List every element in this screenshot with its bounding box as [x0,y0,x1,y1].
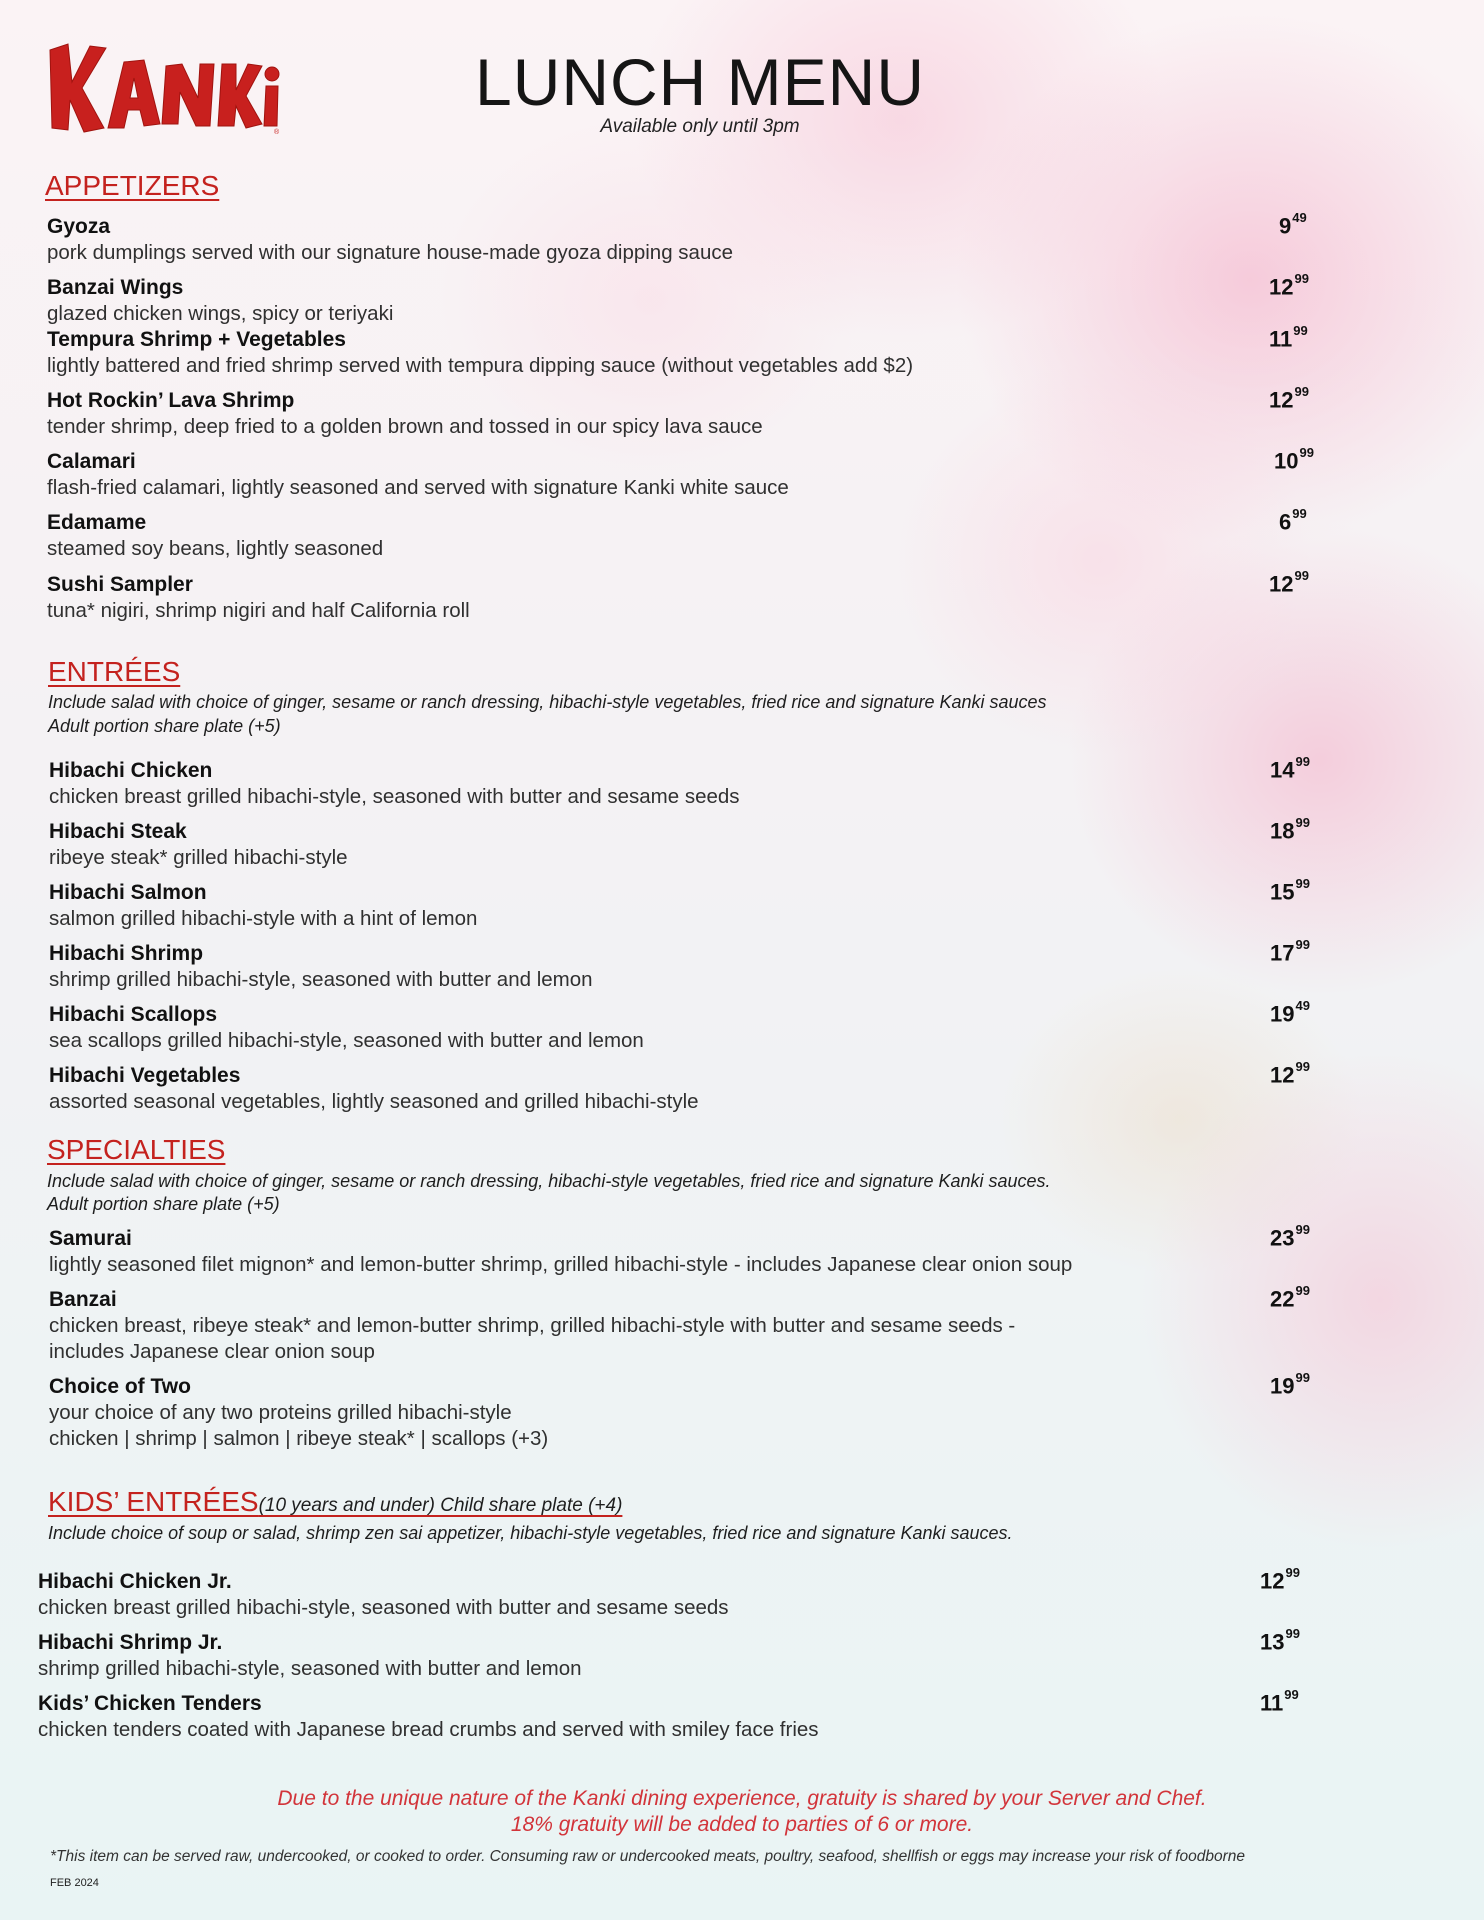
menu-item-hibachi-chicken-jr [38,1565,1318,1621]
menu-item-hibachi-shrimp [49,937,1329,993]
item-price: $14^{99}$ [1270,754,1310,783]
gratuity-notice [0,1786,1484,1838]
item-price: $13^{99}$ [1260,1626,1300,1655]
menu-item-tempura-shrimp [47,323,1327,379]
item-price: $11^{99}$ [1260,1687,1299,1716]
item-name: Calamari [47,450,136,473]
menu-item-hibachi-vegetables [49,1059,1329,1115]
svg-text:®: ® [274,129,280,136]
item-description-line2: includes Japanese clear onion soup [49,1340,375,1363]
item-name: Banzai Wings [47,276,184,299]
item-name: Hibachi Chicken Jr. [38,1570,232,1593]
item-description: tuna* nigiri, shrimp nigiri and half California roll [47,599,470,622]
item-description: salmon grilled hibachi-style with a hint of lemon [49,907,478,930]
menu-item-edamame [47,506,1327,562]
item-description-line2: chicken | shrimp | salmon | ribeye steak* | scallops (+3) [49,1427,549,1450]
item-price: $11^{99}$ [1269,323,1308,352]
item-price: $12^{99}$ [1260,1565,1300,1594]
appetizers-heading: APPETIZERS [45,170,220,201]
page-title: LUNCH MENU [474,45,926,119]
item-name: Hibachi Vegetables [49,1064,241,1087]
menu-item-hibachi-steak [49,815,1329,871]
item-name: Kids’ Chicken Tenders [38,1692,262,1715]
item-description: chicken breast, ribeye steak* and lemon-butter shrimp, grilled hibachi-style with butter and sesame seeds - [49,1314,1016,1337]
item-description: shrimp grilled hibachi-style, seasoned with butter and lemon [49,968,593,991]
item-price: $19^{49}$ [1270,998,1310,1027]
page-subtitle: Available only until 3pm [600,116,800,137]
item-description: assorted seasonal vegetables, lightly seasoned and grilled hibachi-style [49,1090,699,1113]
item-price: $23^{99}$ [1270,1222,1310,1251]
item-price: $10^{99}$ [1274,445,1314,474]
kids-note-line1: Include choice of soup or salad, shrimp zen sai appetizer, hibachi-style vegetables, fried rice and signature Kanki sauces. [48,1523,1013,1543]
item-price: $19^{99}$ [1270,1370,1310,1399]
item-price: $12^{99}$ [1270,1059,1310,1088]
item-description: chicken breast grilled hibachi-style, seasoned with butter and sesame seeds [38,1596,729,1619]
item-price: $9^{49}$ [1279,210,1307,239]
item-description: ribeye steak* grilled hibachi-style [49,846,348,869]
kids-heading: KIDS’ ENTRÉES(10 years and under) Child share plate (+4) [48,1486,623,1517]
food-safety-disclaimer: *This item can be served raw, undercooked, or cooked to order. Consuming raw or undercooked meats, poultry, seafood, shellfish or eggs may increase your risk of foodborne [50,1848,1245,1865]
menu-item-calamari [47,445,1327,501]
item-price: $6^{99}$ [1279,506,1307,535]
item-price: $22^{99}$ [1270,1283,1310,1312]
item-description: pork dumplings served with our signature house-made gyoza dipping sauce [47,241,734,264]
item-description: chicken tenders coated with Japanese bread crumbs and served with smiley face fries [38,1718,819,1741]
item-description: steamed soy beans, lightly seasoned [47,537,384,560]
specialties-heading: SPECIALTIES [47,1134,226,1165]
item-price: $12^{99}$ [1269,568,1309,597]
item-description: lightly seasoned filet mignon* and lemon-butter shrimp, grilled hibachi-style - includes Japanese clear onion soup [49,1253,1073,1276]
item-name: Choice of Two [49,1375,191,1398]
item-description: your choice of any two proteins grilled hibachi-style [49,1401,512,1424]
item-description: lightly battered and fried shrimp served with tempura dipping sauce (without vegetables add $2) [47,354,914,377]
specialties-note-line1: Include salad with choice of ginger, sesame or ranch dressing, hibachi-style vegetables, fried rice and signature Kanki sauces. [47,1171,1051,1191]
item-name: Banzai [49,1288,117,1311]
item-description: shrimp grilled hibachi-style, seasoned with butter and lemon [38,1657,582,1680]
menu-item-choice-of-two [49,1370,1329,1452]
item-price: $18^{99}$ [1270,815,1310,844]
item-price: $17^{99}$ [1270,937,1310,966]
gratuity-line2: 18% gratuity will be added to parties of 6 or more. [510,1813,974,1836]
item-name: Sushi Sampler [47,573,193,596]
item-name: Hibachi Salmon [49,881,207,904]
entrees-note-line2: Adult portion share plate (+5) [48,716,281,736]
item-description: sea scallops grilled hibachi-style, seasoned with butter and lemon [49,1029,644,1052]
item-description: flash-fried calamari, lightly seasoned and served with signature Kanki white sauce [47,476,789,499]
item-price: $15^{99}$ [1270,876,1310,905]
entrees-heading: ENTRÉES [48,656,181,687]
menu-date: FEB 2024 [50,1877,99,1889]
menu-item-kids-chicken-tenders [38,1687,1318,1743]
menu-item-sushi-sampler [47,568,1327,624]
specialties-note-line2: Adult portion share plate (+5) [47,1194,280,1214]
menu-item-gyoza [47,210,1327,266]
menu-item-banzai [49,1283,1329,1365]
kids-subtitle: (10 years and under) Child share plate (+4) [258,1495,623,1516]
item-name: Hibachi Shrimp [49,942,204,965]
menu-item-hibachi-scallops [49,998,1329,1054]
gratuity-line1: Due to the unique nature of the Kanki dining experience, gratuity is shared by your Server and Chef. [277,1787,1207,1810]
item-name: Hot Rockin’ Lava Shrimp [47,389,295,412]
item-name: Hibachi Scallops [49,1003,218,1026]
menu-item-hibachi-salmon [49,876,1329,932]
item-name: Tempura Shrimp + Vegetables [47,328,346,351]
item-name: Hibachi Shrimp Jr. [38,1631,223,1654]
item-name: Hibachi Steak [49,820,187,843]
item-name: Edamame [47,511,147,534]
item-description: glazed chicken wings, spicy or teriyaki [47,302,394,325]
menu-item-samurai [49,1222,1329,1278]
item-price: $12^{99}$ [1269,271,1309,300]
item-name: Hibachi Chicken [49,759,213,782]
menu-item-hibachi-chicken [49,754,1329,810]
item-description: tender shrimp, deep fried to a golden brown and tossed in our spicy lava sauce [47,415,763,438]
item-price: $12^{99}$ [1269,384,1309,413]
menu-item-banzai-wings [47,271,1327,327]
menu-item-hibachi-shrimp-jr [38,1626,1318,1682]
item-name: Gyoza [47,215,111,238]
menu-item-lava-shrimp [47,384,1327,440]
item-name: Samurai [49,1227,132,1250]
entrees-note-line1: Include salad with choice of ginger, sesame or ranch dressing, hibachi-style vegetables, fried rice and signature Kanki sauces [48,692,1047,712]
item-description: chicken breast grilled hibachi-style, seasoned with butter and sesame seeds [49,785,740,808]
